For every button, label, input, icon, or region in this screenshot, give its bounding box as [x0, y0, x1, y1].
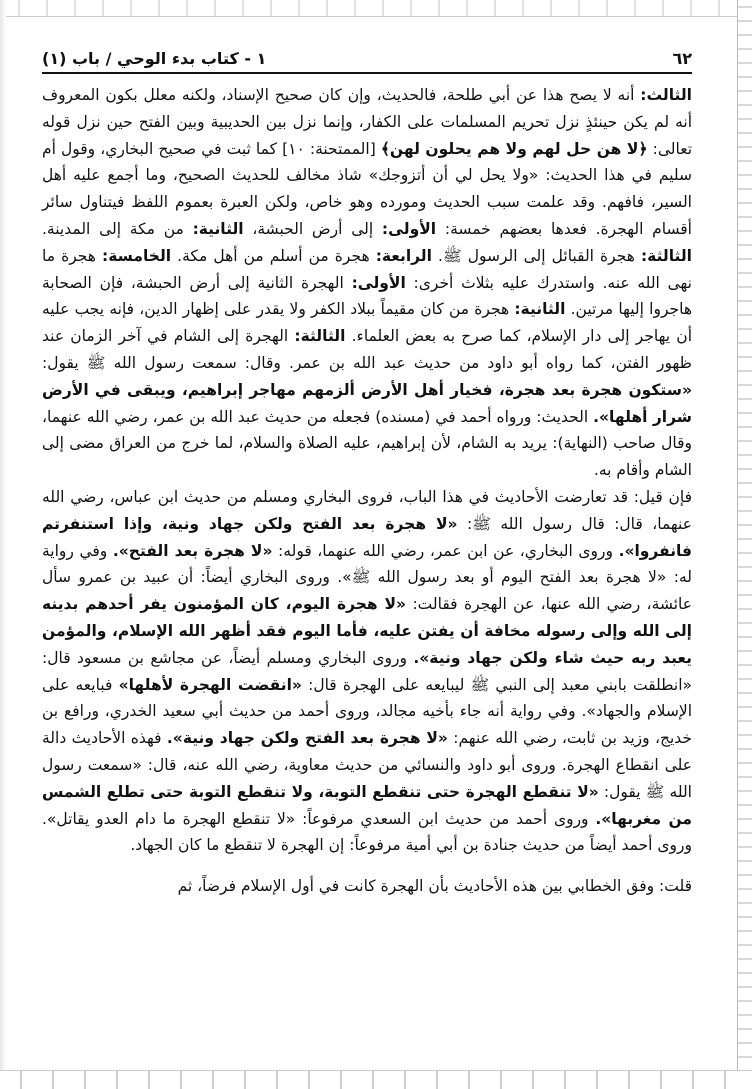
bold-text-span: الثالثة: — [294, 327, 346, 346]
text-span: هجرة من كان مقيماً ببلاد الكفر ولا يقدر على إظهار الدين، فإنه يجب عليه أن يهاجر إلى دار الإسلام، كما صرح به بعض العلماء. — [42, 300, 692, 346]
text-span: الحديث: ورواه أحمد في (مسنده) فجعله من حديث عبد الله بن عمر، رضي الله عنهما، وقال صاحب (النهاية): يريد به الشام، لأن إبراهيم، عليه الصلاة والسلام، لما خرج من العراق مضى إلى الشام وأقام به. — [42, 407, 692, 480]
text-span: إلى أرض الحبشة، — [243, 219, 382, 238]
text-span: هجرة ما نهى الله عنه. واستدرك عليه بثلاث أخرى: — [42, 246, 692, 292]
paragraph-khattabi — [42, 873, 692, 900]
text-span: هجرة القبائل إلى الرسول ﷺ. — [431, 246, 641, 265]
text-span: فإن قيل: قد تعارضت الأحاديث في هذا الباب، فروى البخاري ومسلم من حديث ابن عباس، رضي الله عنهما، قال: قال رسول الله ﷺ: — [42, 487, 692, 533]
bold-text-span: الأولى: — [351, 273, 406, 292]
bold-text-span: «لا هجرة بعد الفتح ولكن جهاد ونية». — [166, 729, 448, 748]
bold-text-span: الثالثة: — [640, 246, 692, 265]
scan-edge-right — [737, 0, 752, 1089]
bold-text-span: الخامسة: — [102, 246, 172, 265]
text-span: فهذه الأحاديث دالة على انقطاع الهجرة. وروى أبو داود والنسائي من حديث معاوية، رضي الله عنه، قال: «سمعت رسول الله ﷺ يقول: — [42, 729, 692, 801]
bold-text-span: الرابعة: — [375, 246, 432, 265]
text-span: وروى البخاري، عن ابن عمر، رضي الله عنهما، قوله: — [272, 541, 619, 560]
text-span: هجرة من أسلم من أهل مكة. — [171, 246, 376, 265]
text-span: قلت: وفق الخطابي بين هذه الأحاديث بأن الهجرة كانت في أول الإسلام فرضاً، ثم — [177, 877, 692, 896]
bold-text-span: «لا هجرة بعد الفتح». — [112, 541, 273, 560]
text-span: أنه لا يصح هذا عن أبي طلحة، فالحديث، وإن كان صحيح الإسناد، ولكنه معلل بكون المعروف أنه لم يكن حينئذٍ نزل تحريم المسلمات على الكفار، وإنما نزل بين الحديبية وبين الفتح حين نزل قوله تعالى: — [42, 86, 693, 158]
bold-text-span: الأولى: — [381, 219, 437, 238]
bold-text-span: «ستكون هجرة بعد هجرة، فخيار أهل الأرض ألزمهم مهاجر إبراهيم، ويبقى في الأرض شرار أهلها». — [42, 380, 693, 426]
text-span: الهجرة الثانية إلى أرض الحبشة، فإن الصحابة هاجروا إليها مرتين. — [42, 273, 692, 319]
bold-text-span: الثانية: — [514, 300, 566, 319]
header-rule — [42, 72, 692, 73]
bold-text-span: «لا هجرة بعد الفتح ولكن جهاد ونية، وإذا استنفرتم فانفروا». — [42, 514, 692, 560]
page-header — [42, 38, 692, 74]
running-title: ١ - كتاب بدء الوحي / باب (١) — [42, 49, 267, 68]
bold-text-span: «انقضت الهجرة لأهلها» — [118, 675, 302, 694]
bold-text-span: «لا تنقطع الهجرة حتى تنقطع التوبة، ولا تنقطع التوبة حتى تطلع الشمس من مغربها». — [42, 782, 693, 828]
text-span: من مكة إلى المدينة. — [42, 219, 193, 238]
bold-text-span: الثالث: — [640, 86, 692, 104]
scan-edge-bottom — [0, 1070, 752, 1089]
text-span: فبايعه على الإسلام والجهاد». وفي رواية أنه جاء بأخيه مجالد، وروى أحمد من حديث أبي سعيد الخدري، ورافع بن خديج، وزيد بن ثابت، رضي الله عنهم: — [42, 675, 692, 748]
page-number: ٦٢ — [672, 49, 692, 68]
text-span: وروى البخاري ومسلم أيضاً، عن مجاشع بن مسعود قال: «انطلقت بابني معبد إلى النبي ﷺ ليبايعه على الهجرة قال: — [42, 648, 692, 694]
text-span: [الممتحنة: ١٠] كما ثبت في صحيح البخاري، وقول أم سليم في هذا الحديث: «ولا يحل لي أن أتزوجك» شاذ مخالف للحديث الصحيح، وما أجمع عليه أهل السير، فافهم. وقد علمت سبب الحديث ومورده وهو خاص، ولكن العبرة بعموم اللفظ فيتناول سائر أقسام الهجرة. فعدها بعضهم خمسة: — [42, 139, 692, 238]
scan-edge-top — [0, 0, 752, 17]
text-span: الهجرة إلى الشام في آخر الزمان عند ظهور الفتن، كما رواه أبو داود من حديث عبد الله بن عمر. وقال: سمعت رسول الله ﷺ يقول: — [42, 327, 692, 372]
text-span: وفي رواية له: «لا هجرة بعد الفتح اليوم أو بعد رسول الله ﷺ». وروى البخاري أيضاً: أن عبيد بن عمرو سأل عائشة، رضي الله عنها، عن الهجرة فقالت: — [42, 541, 692, 614]
paragraph-conflicting-hadith — [42, 484, 692, 859]
paragraph-hijra-types — [42, 82, 692, 484]
bold-text-span: «لا هجرة اليوم، كان المؤمنون يفر أحدهم بدينه إلى الله وإلى رسوله مخافة أن يفتن عليه، فأما اليوم فقد أظهر الله الإسلام، والمؤمن يعبد ربه حيث شاء ولكن جهاد ونية». — [42, 595, 692, 667]
text-span: وروى أحمد من حديث ابن السعدي مرفوعاً: «لا تنقطع الهجرة ما دام العدو يقاتل». وروى أحمد أيضاً من حديث جنادة بن أبي أمية مرفوعاً: إن الهجرة لا تنقطع ما كان الجهاد. — [42, 809, 692, 855]
scan-edge-left — [0, 0, 6, 1089]
bold-text-span: ﴿لا هن حل لهم ولا هم يحلون لهن﴾ — [380, 139, 648, 158]
page-body — [42, 82, 692, 900]
bold-text-span: الثانية: — [192, 219, 244, 238]
